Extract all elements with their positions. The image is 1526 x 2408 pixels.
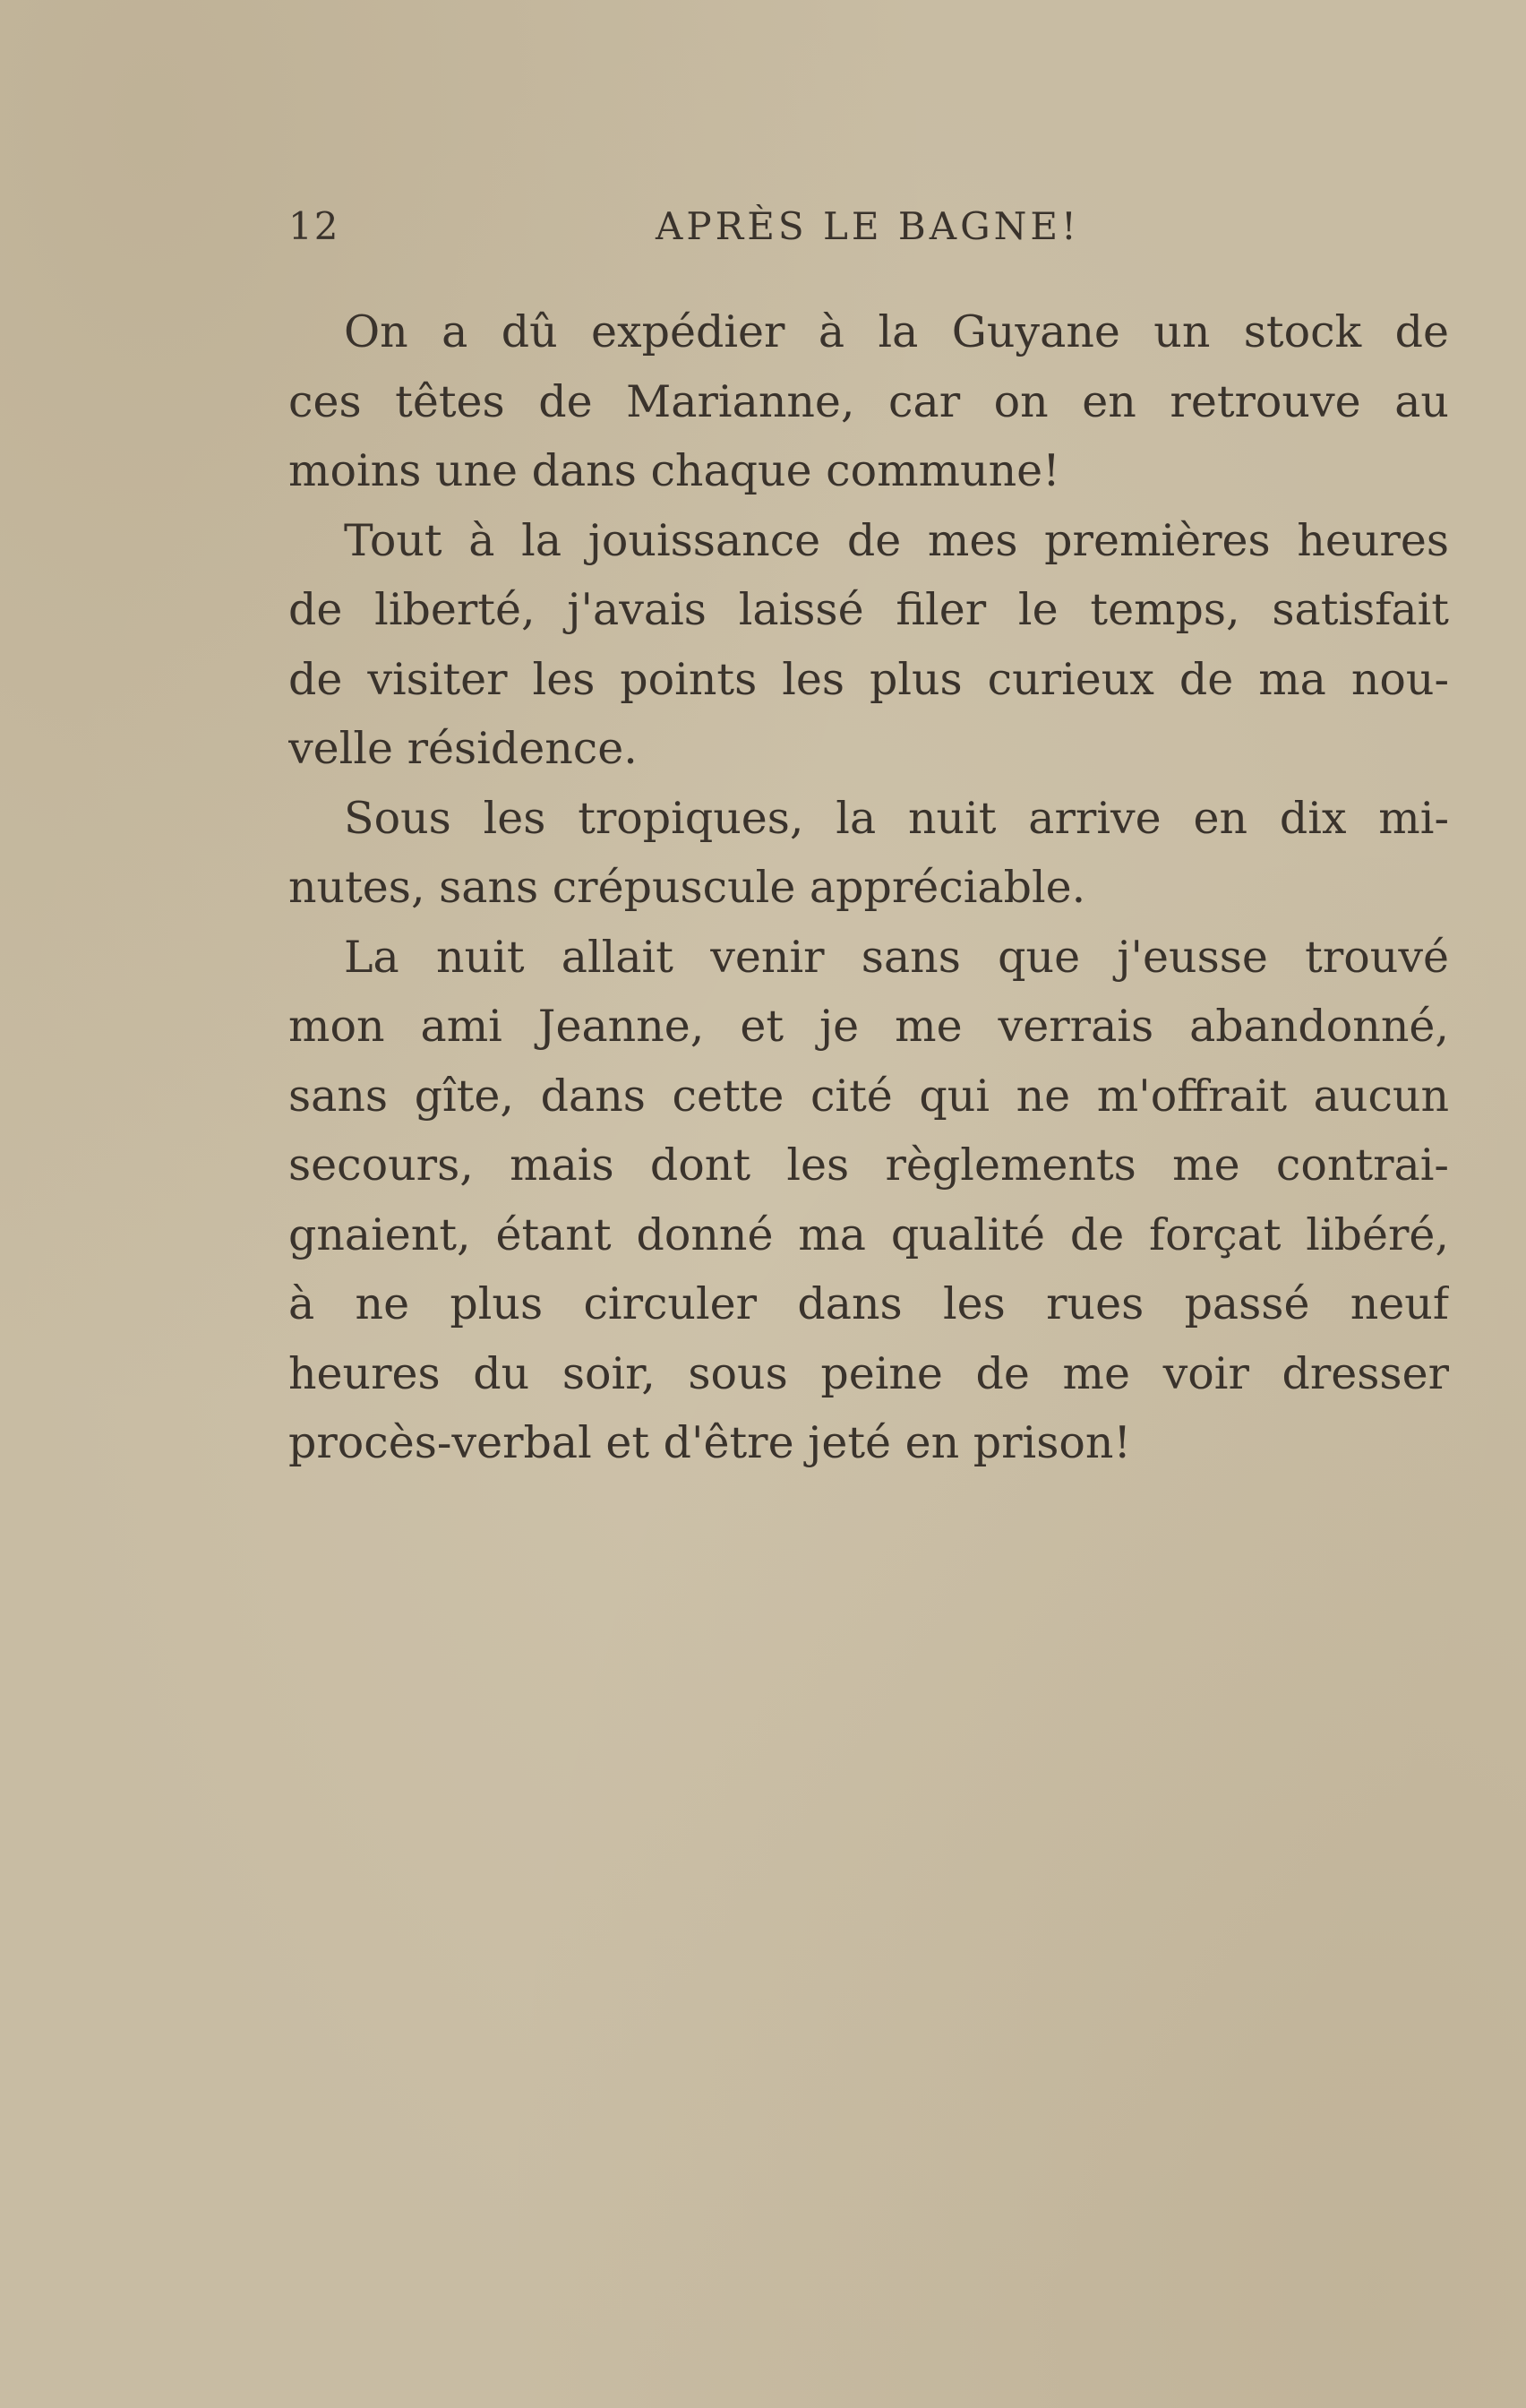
text-line: La nuit allait venir sans que j'eusse trouvé: [344, 931, 1449, 983]
body-text: [288, 297, 1449, 1478]
text-line: On a dû expédier à la Guyane un stock de: [344, 306, 1449, 357]
text-line: heures du soir, sous peine de me voir dresser: [288, 1347, 1449, 1399]
running-head: [288, 204, 1449, 267]
text-line: Sous les tropiques, la nuit arrive en dix mi-: [344, 792, 1449, 844]
text-line: ces têtes de Marianne, car on en retrouve au: [288, 375, 1449, 427]
text-line: sans gîte, dans cette cité qui ne m'offrait aucun: [288, 1070, 1449, 1122]
running-title: APRÈS LE BAGNE!: [656, 204, 1080, 248]
text-line: velle résidence.: [288, 723, 638, 774]
text-line: procès-verbal et d'être jeté en prison!: [288, 1417, 1132, 1468]
text-line: moins une dans chaque commune!: [288, 445, 1060, 496]
text-line: nutes, sans crépuscule appréciable.: [288, 862, 1086, 913]
text-line: mon ami Jeanne, et je me verrais abandonné,: [288, 1001, 1449, 1052]
page-number: 12: [288, 204, 340, 248]
text-line: Tout à la jouissance de mes premières heures: [344, 514, 1449, 566]
text-line: gnaient, étant donné ma qualité de forçat libéré,: [288, 1208, 1449, 1260]
text-line: de visiter les points les plus curieux de ma nou-: [288, 653, 1449, 705]
text-line: à ne plus circuler dans les rues passé neuf: [288, 1278, 1449, 1329]
text-line: de liberté, j'avais laissé filer le temps, satisfait: [288, 584, 1449, 635]
text-line: secours, mais dont les règlements me contrai-: [288, 1140, 1449, 1191]
